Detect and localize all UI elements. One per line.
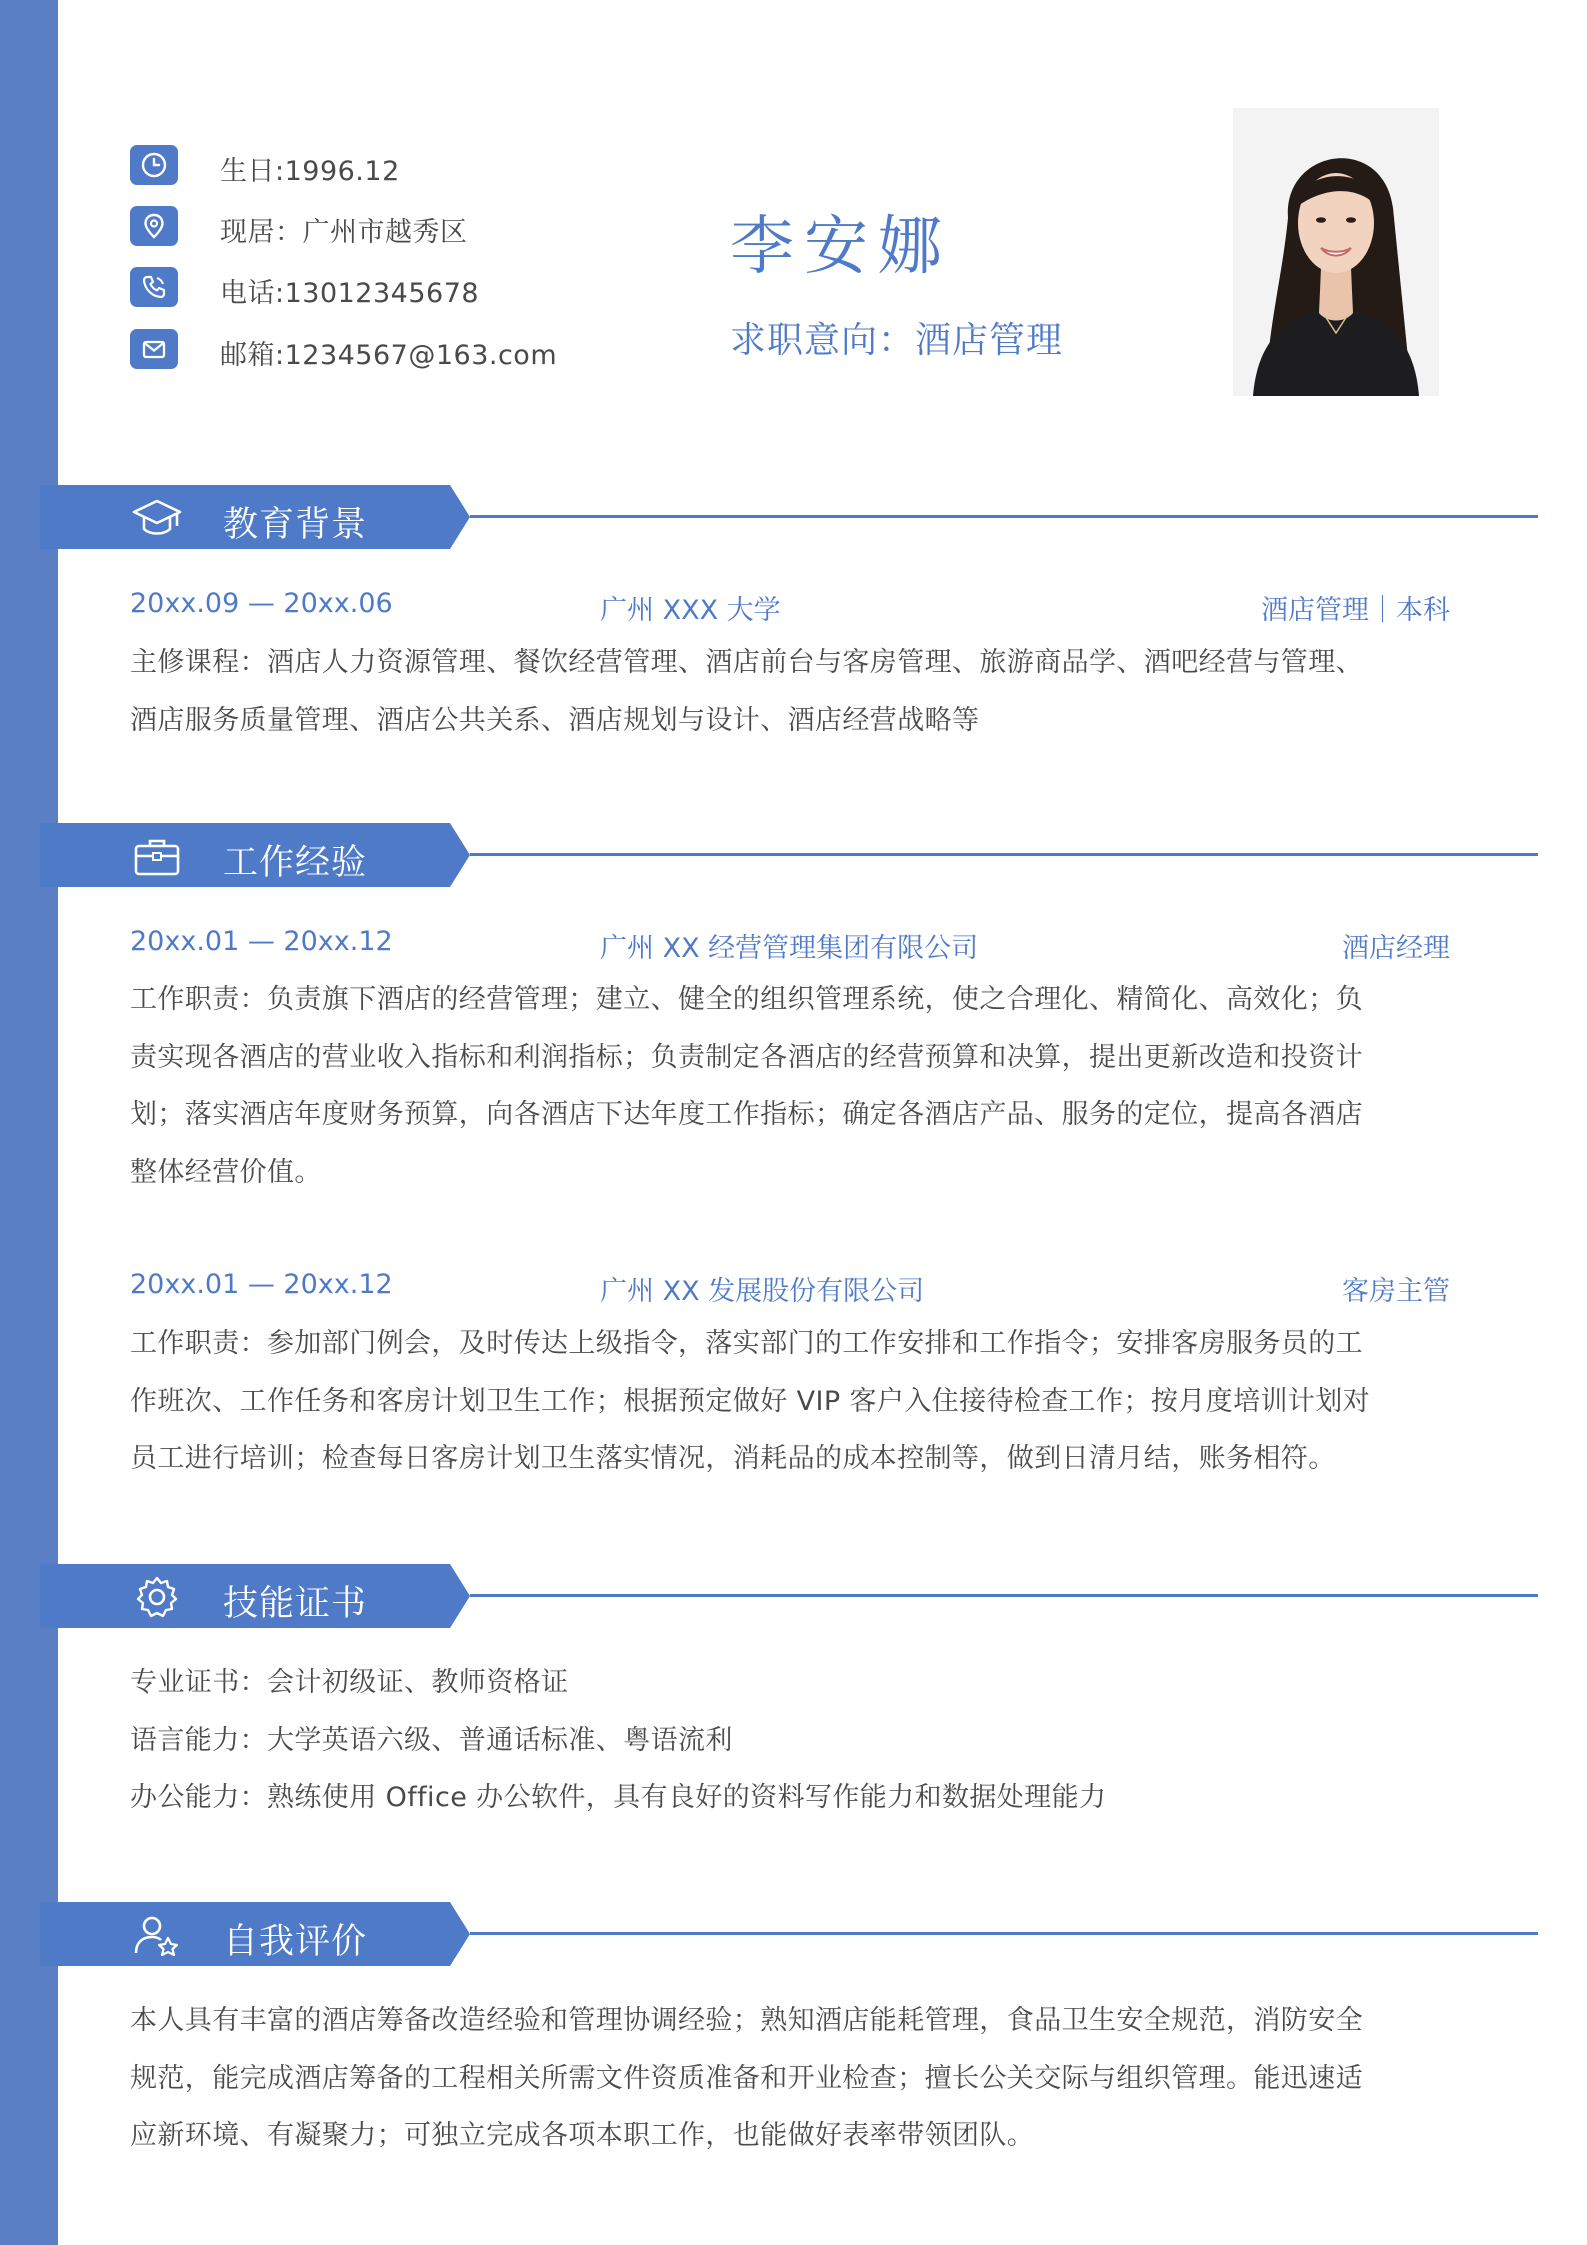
residence-text: 现居：广州市越秀区 [220,217,468,248]
paragraph-line: 员工进行培训；检查每日客房计划卫生落实情况，消耗品的成本控制等，做到日清月结，账务相符。 [130,1443,1336,1474]
paragraph-line: 主修课程：酒店人力资源管理、餐饮经营管理、酒店前台与客房管理、旅游商品学、酒吧经营与管理、 [130,647,1363,678]
gear-icon [130,1573,184,1621]
section-header-work [40,823,1500,889]
phone-text: 电话:13012345678 [220,278,480,309]
work-company: 广州 XX 经营管理集团有限公司 [600,933,979,964]
section-header-education [40,485,1500,551]
profile-photo [1233,108,1439,396]
paragraph-line: 责实现各酒店的营业收入指标和利润指标；负责制定各酒店的经营预算和决算，提出更新改造和投资计 [130,1041,1363,1073]
work-date: 20xx.01 — 20xx.12 [130,926,393,957]
section-divider-line [470,853,1538,856]
contact-birthday [130,145,650,185]
work-role: 酒店经理 [1342,933,1450,964]
paragraph-line: 作班次、工作任务和客房计划卫生工作；根据预定做好 VIP 客户入住接待检查工作；按月度培训计划对 [130,1385,1371,1417]
work-date: 20xx.01 — 20xx.12 [130,1269,393,1300]
work-description-1 [130,971,1460,1201]
education-major: 酒店管理｜本科 [1261,595,1450,626]
section-title-education: 教育背景 [223,505,368,545]
paragraph-line: 酒店服务质量管理、酒店公共关系、酒店规划与设计、酒店经营战略等 [130,704,980,736]
mail-icon [130,329,178,369]
skills-list [130,1654,1460,1827]
person-name: 李安娜 [730,210,952,284]
contact-residence [130,206,650,246]
section-divider-line [470,1594,1538,1597]
section-divider-line [470,1932,1538,1935]
location-pin-icon [130,206,178,246]
paragraph-line: 应新环境、有凝聚力；可独立完成各项本职工作，也能做好表率带领团队。 [130,2120,1035,2151]
work-description-2 [130,1315,1460,1488]
skill-item: 办公能力：熟练使用 Office 办公软件，具有良好的资料写作能力和数据处理能力 [130,1782,1107,1813]
work-entry-header-2 [130,1269,1450,1309]
user-star-icon [130,1911,184,1959]
section-header-skills [40,1564,1500,1630]
birthday-text: 生日:1996.12 [220,156,400,187]
education-courses [130,634,1460,749]
education-entry-header [130,588,1450,628]
skill-item: 专业证书：会计初级证、教师资格证 [130,1667,569,1698]
contact-email [130,329,650,369]
paragraph-line: 工作职责：负责旗下酒店的经营管理；建立、健全的组织管理系统，使之合理化、精简化、高效化；负 [130,984,1363,1015]
paragraph-line: 整体经营价值。 [130,1156,322,1188]
skill-item: 语言能力：大学英语六级、普通话标准、粤语流利 [130,1724,733,1756]
work-entry-header-1 [130,926,1450,966]
paragraph-line: 划；落实酒店年度财务预算，向各酒店下达年度工作指标；确定各酒店产品、服务的定位，提高各酒店 [130,1099,1363,1130]
paragraph-line: 工作职责：参加部门例会，及时传达上级指令，落实部门的工作安排和工作指令；安排客房服务员的工 [130,1328,1363,1359]
work-company: 广州 XX 发展股份有限公司 [600,1276,925,1307]
section-title-self-eval: 自我评价 [223,1922,368,1962]
education-date: 20xx.09 — 20xx.06 [130,588,393,619]
section-header-self-eval [40,1902,1500,1968]
section-title-work: 工作经验 [223,843,368,883]
clock-icon [130,145,178,185]
paragraph-line: 本人具有丰富的酒店筹备改造经验和管理协调经验；熟知酒店能耗管理，食品卫生安全规范，消防安全 [130,2005,1363,2036]
job-intent: 求职意向：酒店管理 [730,320,1064,361]
briefcase-icon [130,832,184,880]
education-school: 广州 XXX 大学 [600,595,781,626]
section-divider-line [470,515,1538,518]
contact-phone [130,267,650,307]
paragraph-line: 规范，能完成酒店筹备的工程相关所需文件资质准备和开业检查；擅长公关交际与组织管理。能迅速适 [130,2062,1363,2094]
work-role: 客房主管 [1342,1276,1450,1307]
email-text: 邮箱:1234567@163.com [220,340,558,371]
section-title-skills: 技能证书 [223,1584,368,1624]
phone-icon [130,267,178,307]
self-evaluation-text [130,1992,1460,2165]
graduation-cap-icon [130,494,184,542]
